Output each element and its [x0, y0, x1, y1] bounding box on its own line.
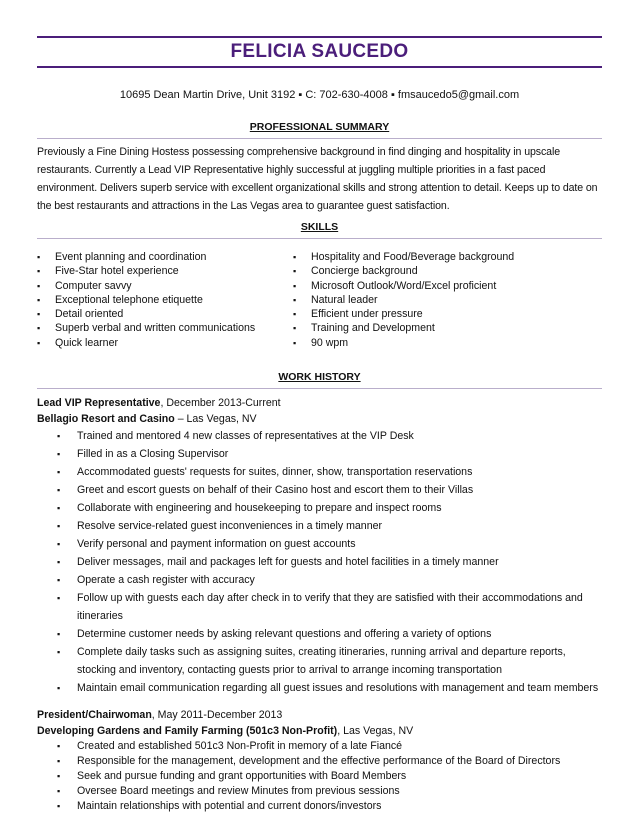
job-heading — [37, 707, 602, 723]
job-role: President/Chairwoman — [37, 709, 152, 722]
duty-item: ▪ Operate a cash register with accuracy — [77, 571, 602, 589]
candidate-name: FELICIA SAUCEDO — [230, 41, 409, 62]
duty-item: ▪ Responsible for the management, development and the effective performance of the Board of Directors — [77, 754, 602, 769]
duty-item: ▪ Complete daily tasks such as assigning suites, creating itineraries, running arrival and departure reports, stocking and inventory, contacting guests prior to arrival to arrange incoming transportation — [77, 643, 602, 679]
job-heading — [37, 395, 602, 411]
job-employer: Developing Gardens and Family Farming (501c3 Non-Profit) — [37, 725, 338, 738]
job-duties-list — [37, 739, 602, 814]
job-dates: , May 2011-December 2013 — [151, 709, 283, 722]
duty-item: ▪ Maintain relationships with potential and current donors/investors — [77, 799, 602, 814]
job-location: , Las Vegas, NV — [337, 725, 414, 738]
job-dates: , December 2013-Current — [160, 397, 281, 410]
job-employer: Bellagio Resort and Casino — [37, 413, 175, 426]
duty-item: ▪ Follow up with guests each day after check in to verify that they are satisfied with their accommodations and itineraries — [77, 589, 602, 625]
job-employer-line — [37, 411, 602, 427]
resume-page — [37, 0, 602, 814]
skills-list — [37, 250, 602, 350]
duty-item: ▪ Oversee Board meetings and review Minutes from previous sessions — [77, 784, 602, 799]
summary-rule — [37, 138, 602, 139]
skill-item: ▪ Training and Development — [293, 321, 514, 335]
header-bottom-rule — [37, 66, 602, 68]
skill-item: ▪ Natural leader — [293, 293, 514, 307]
skill-item: ▪ Hospitality and Food/Beverage background — [293, 250, 514, 264]
skill-item: ▪ Computer savvy — [37, 279, 293, 293]
job-duties-list — [37, 427, 602, 697]
duty-item: ▪ Seek and pursue funding and grant opportunities with Board Members — [77, 769, 602, 784]
duty-item: ▪ Collaborate with engineering and housekeeping to prepare and inspect rooms — [77, 499, 602, 517]
skill-item: ▪ Exceptional telephone etiquette — [37, 293, 293, 307]
duty-item: ▪ Verify personal and payment information on guest accounts — [77, 535, 602, 553]
job-role: Lead VIP Representative — [37, 397, 161, 410]
job-employer-line — [37, 723, 602, 739]
job-location: – Las Vegas, NV — [174, 413, 257, 426]
duty-item: ▪ Accommodated guests' requests for suites, dinner, show, transportation reservations — [77, 463, 602, 481]
skill-item: ▪ Superb verbal and written communications — [37, 321, 293, 335]
duty-item: ▪ Created and established 501c3 Non-Profit in memory of a late Fiancé — [77, 739, 602, 754]
duty-item: ▪ Greet and escort guests on behalf of their Casino host and escort them to their Villas — [77, 481, 602, 499]
skill-item: ▪ Quick learner — [37, 336, 293, 350]
contact-line: 10695 Dean Martin Drive, Unit 3192 ▪ C: 702-630-4008 ▪ fmsaucedo5@gmail.com — [119, 89, 520, 101]
skill-item: ▪ Concierge background — [293, 264, 514, 278]
duty-item: ▪ Trained and mentored 4 new classes of representatives at the VIP Desk — [77, 427, 602, 445]
summary-title: PROFESSIONAL SUMMARY — [249, 121, 390, 133]
skill-item: ▪ Event planning and coordination — [37, 250, 293, 264]
duty-item: ▪ Maintain email communication regarding all guest issues and resolutions with management and team members — [77, 679, 602, 697]
skill-item: ▪ Detail oriented — [37, 307, 293, 321]
duty-item: ▪ Resolve service-related guest inconveniences in a timely manner — [77, 517, 602, 535]
skill-item: ▪ Microsoft Outlook/Word/Excel proficient — [293, 279, 514, 293]
skills-left-column — [37, 250, 293, 350]
skills-right-column — [293, 250, 514, 350]
work-history-title: WORK HISTORY — [278, 371, 361, 384]
skills-rule — [37, 238, 602, 239]
skill-item: ▪ Efficient under pressure — [293, 307, 514, 321]
header-top-rule — [37, 36, 602, 38]
skills-title: SKILLS — [300, 221, 339, 233]
skill-item: ▪ 90 wpm — [293, 336, 514, 350]
duty-item: ▪ Deliver messages, mail and packages left for guests and hotel facilities in a timely manner — [77, 553, 602, 571]
duty-item: ▪ Determine customer needs by asking relevant questions and offering a variety of options — [77, 625, 602, 643]
duty-item: ▪ Filled in as a Closing Supervisor — [77, 445, 602, 463]
summary-text: Previously a Fine Dining Hostess possessing comprehensive background in find dinging and hospitality in upscale restaurants. Currently a Lead VIP Representative highly successful at juggling multiple priorities in a fast paced environment. Delivers superb service with excellent organizational skills and strong attention to detail. Keeps up to date on the best restaurants and attractions in the Las Vegas area to guarantee guest satisfaction. — [37, 146, 598, 212]
skill-item: ▪ Five-Star hotel experience — [37, 264, 293, 278]
